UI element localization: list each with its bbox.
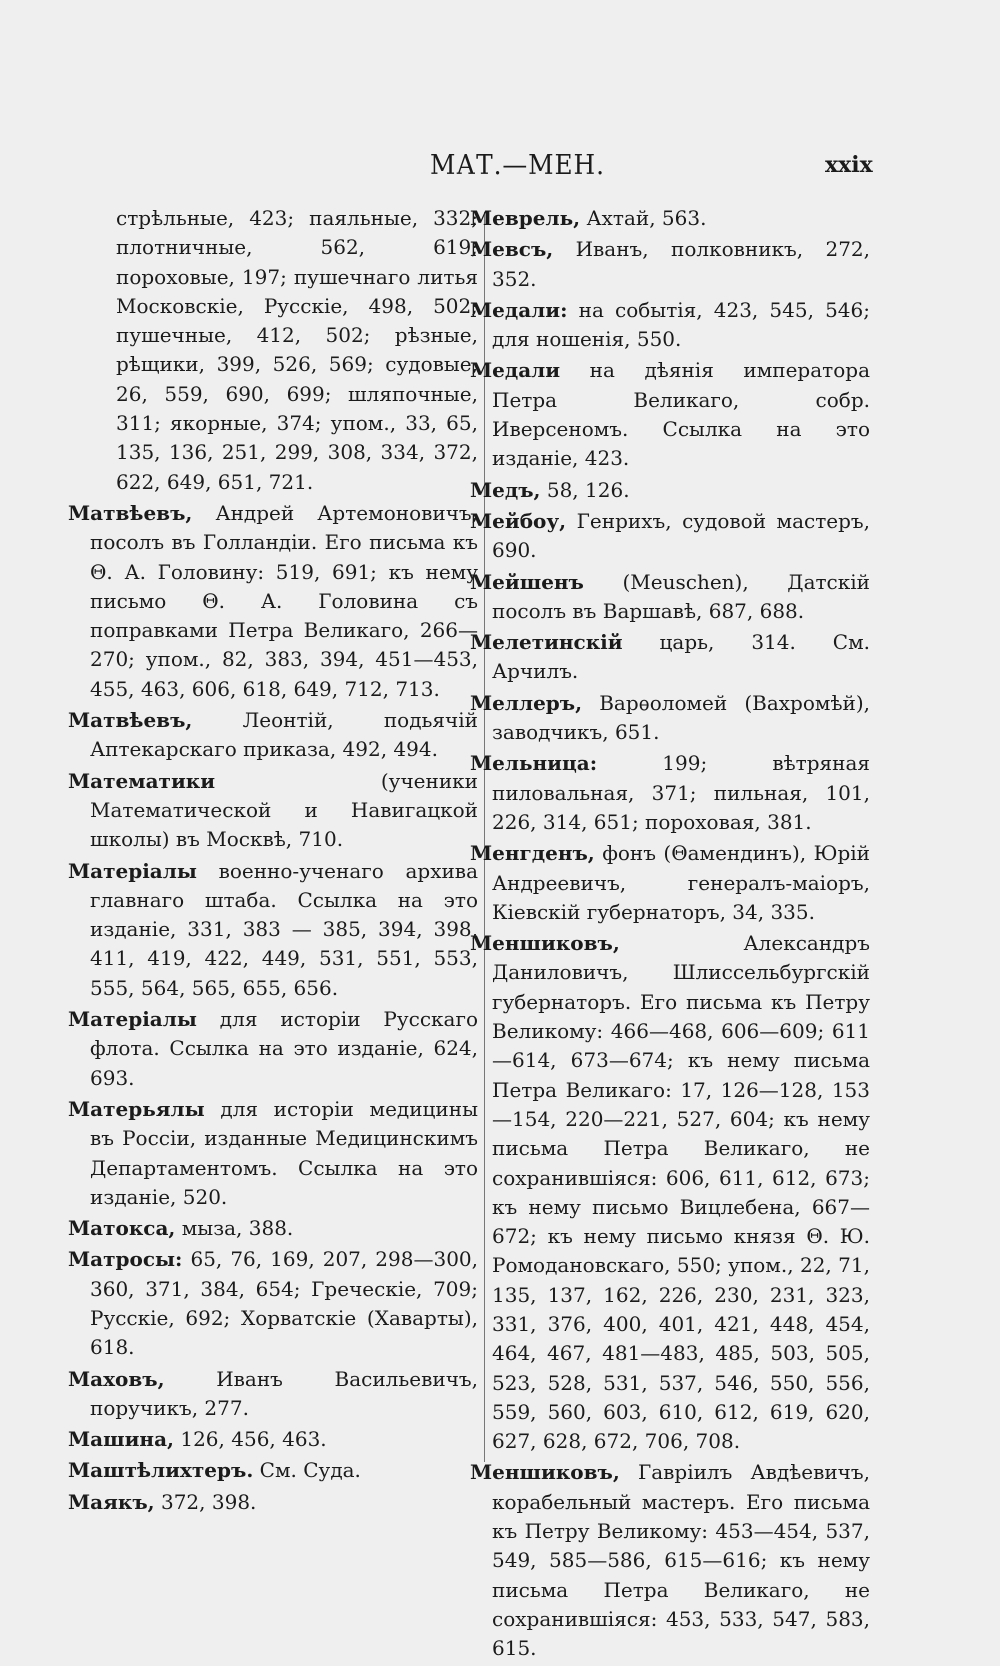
running-head: МАТ.—МЕН. bbox=[430, 150, 605, 181]
index-entry bbox=[470, 689, 870, 748]
index-entry bbox=[68, 1488, 478, 1517]
entry-headword: Медъ, bbox=[470, 477, 541, 502]
entry-text: Иванъ Васильевичъ, поручикъ, 277. bbox=[90, 1366, 478, 1420]
index-entry bbox=[68, 1005, 478, 1093]
index-entry bbox=[68, 767, 478, 855]
index-entry bbox=[470, 568, 870, 627]
entry-text: мыза, 388. bbox=[175, 1216, 294, 1241]
index-entry bbox=[470, 929, 870, 1456]
entry-headword: Мельница: bbox=[470, 751, 598, 776]
entry-headword: Медали: bbox=[470, 297, 568, 322]
entry-text: для исторіи медицины въ Россіи, изданные Медицинскимъ Департаментомъ. Ссылка на это изданіе, 520. bbox=[90, 1096, 478, 1209]
entry-text: Андрей Артемоновичъ, посолъ въ Голландіи. Его письма къ Θ. А. Головину: 519, 691; къ нему письмо Θ. А. Головина съ поправками Петра Великаго, 266—270; упом., 82, 383, 394, 451—453, 455, 463, 606, 618, 649, 712, 713. bbox=[90, 500, 478, 701]
index-entry bbox=[470, 507, 870, 566]
entry-headword: Матвѣевъ, bbox=[68, 500, 193, 525]
entry-text: фонъ (Θамендинъ), Юрій Андреевичъ, генералъ-маіоръ, Кіевскій губернаторъ, 34, 335. bbox=[492, 841, 870, 924]
entry-headword: Меншиковъ, bbox=[470, 931, 620, 956]
page-number: xxix bbox=[825, 152, 873, 178]
index-entry bbox=[68, 1425, 478, 1454]
index-entry bbox=[470, 235, 870, 294]
entry-text: Александръ Даниловичъ, Шлиссельбургскій губернаторъ. Его письма къ Петру Великому: 466—468, 606—609; 611—614, 673—674; къ нему письма Петра Великаго: 17, 126—128, 153—154, 220—221, 527, 604; къ нему письма Петра Великаго, не сохранившіяся: 606, 611, 612, 673; къ нему письмо Вицлебена, 667—672; къ нему письмо князя Θ. Ю. Ромодановскаго, 550; упом., 22, 71, 135, 137, 162, 226, 230, 231, 323, 331, 376, 400, 401, 421, 448, 454, 464, 467, 481—483, 485, 503, 505, 523, 528, 531, 537, 546, 550, 556, 559, 560, 603, 610, 612, 619, 620, 627, 628, 672, 706, 708. bbox=[492, 931, 870, 1454]
entry-headword: Матвѣевъ, bbox=[68, 708, 193, 733]
entry-text: Иванъ, полковникъ, 272, 352. bbox=[492, 237, 870, 291]
entry-headword: Матеріалы bbox=[68, 858, 197, 883]
entry-text: на дѣянія императора Петра Великаго, собр. Иверсеномъ. Ссылка на это изданіе, 423. bbox=[492, 358, 870, 471]
left-column bbox=[68, 204, 478, 1519]
right-column bbox=[470, 204, 870, 1666]
entry-text: Генрихъ, судовой мастеръ, 690. bbox=[492, 508, 870, 563]
index-entry bbox=[470, 749, 870, 837]
index-entry bbox=[470, 296, 870, 355]
entry-text: (ученики Математической и Навигацкой школы) въ Москвѣ, 710. bbox=[90, 768, 478, 852]
entry-text: 199; вѣтряная пиловальная, 371; пильная, 101, 226, 314, 651; пороховая, 381. bbox=[492, 751, 870, 834]
index-entry bbox=[68, 1365, 478, 1424]
entry-text: См. Суда. bbox=[253, 1458, 361, 1483]
page-header bbox=[0, 150, 1000, 190]
entry-headword: Мейшенъ bbox=[470, 569, 584, 594]
entry-headword: Матеріалы bbox=[68, 1007, 197, 1032]
index-entry bbox=[68, 1245, 478, 1362]
entry-text: стрѣльные, 423; паяльные, 332; плотничные, 562, 619; пороховые, 197; пушечнаго литья Московскіе, Русскіе, 498, 502; пушечные, 412, 502; рѣзные, рѣщики, 399, 526, 569; судовые, 26, 559, 690, 699; шляпочные, 311; якорные, 374; упом., 33, 65, 135, 136, 251, 299, 308, 334, 372, 622, 649, 651, 721. bbox=[116, 206, 478, 494]
index-entry bbox=[470, 839, 870, 927]
entry-text: Ахтай, 563. bbox=[580, 206, 707, 230]
entry-text: 126, 456, 463. bbox=[174, 1427, 327, 1452]
entry-text: Леонтій, подьячій Аптекарскаго приказа, 492, 494. bbox=[90, 708, 478, 762]
entry-headword: Меншиковъ, bbox=[470, 1460, 620, 1485]
entry-headword: Мелетинскій bbox=[470, 630, 623, 655]
entry-headword: Матокса, bbox=[68, 1216, 176, 1241]
index-entry bbox=[470, 628, 870, 687]
index-entry bbox=[68, 1456, 478, 1485]
entry-text: 65, 76, 169, 207, 298—300, 360, 371, 384, 654; Греческіе, 709; Русскіе, 692; Хорватскіе (Хаварты), 618. bbox=[90, 1247, 478, 1360]
entry-headword: Маховъ, bbox=[68, 1366, 165, 1391]
entry-text: (Meuschen), Датскій посолъ въ Варшавѣ, 687, 688. bbox=[492, 569, 870, 623]
entry-headword: Матросы: bbox=[68, 1247, 183, 1272]
index-entry bbox=[470, 1458, 870, 1663]
index-entry bbox=[68, 1214, 478, 1243]
entry-text: военно-ученаго архива главнаго штаба. Ссылка на это изданіе, 331, 383 — 385, 394, 398, 411, 419, 422, 449, 531, 551, 553, 555, 564, 565, 655, 656. bbox=[90, 858, 478, 1000]
entry-text: царь, 314. См. Арчилъ. bbox=[492, 630, 870, 684]
entry-text: для исторіи Русскаго флота. Ссылка на это изданіе, 624, 693. bbox=[90, 1007, 478, 1090]
index-entry bbox=[68, 204, 478, 497]
entry-headword: Маштѣлихтеръ. bbox=[68, 1458, 254, 1483]
entry-text: Гавріилъ Авдѣевичъ, корабельный мастеръ. Его письма къ Петру Великому: 453—454, 537, 549, 585—586, 615—616; къ нему письма Петра Великаго, не сохранившіяся: 453, 533, 547, 583, 615. bbox=[492, 1460, 870, 1661]
entry-headword: Менгденъ, bbox=[470, 841, 595, 866]
entry-text: Варѳоломей (Вахромѣй), заводчикъ, 651. bbox=[492, 690, 870, 745]
index-entry bbox=[470, 356, 870, 473]
entry-headword: Математики bbox=[68, 768, 216, 793]
index-entry bbox=[68, 1095, 478, 1212]
entry-headword: Меврель, bbox=[470, 206, 581, 230]
index-entry bbox=[68, 857, 478, 1003]
index-entry bbox=[470, 204, 870, 233]
entry-text: 372, 398. bbox=[154, 1489, 257, 1514]
entry-headword: Меллеръ, bbox=[470, 690, 583, 715]
index-entry bbox=[470, 476, 870, 505]
entry-headword: Матерьялы bbox=[68, 1096, 205, 1121]
entry-text: 58, 126. bbox=[540, 477, 630, 502]
entry-text: на событія, 423, 545, 546; для ношенія, 550. bbox=[492, 297, 870, 352]
entry-headword: Медали bbox=[470, 358, 561, 383]
index-entry bbox=[68, 499, 478, 704]
entry-headword: Маякъ, bbox=[68, 1489, 155, 1514]
entry-headword: Машина, bbox=[68, 1427, 174, 1452]
entry-headword: Мейбоу, bbox=[470, 508, 567, 533]
index-entry bbox=[68, 706, 478, 765]
entry-headword: Мевсъ, bbox=[470, 237, 554, 262]
